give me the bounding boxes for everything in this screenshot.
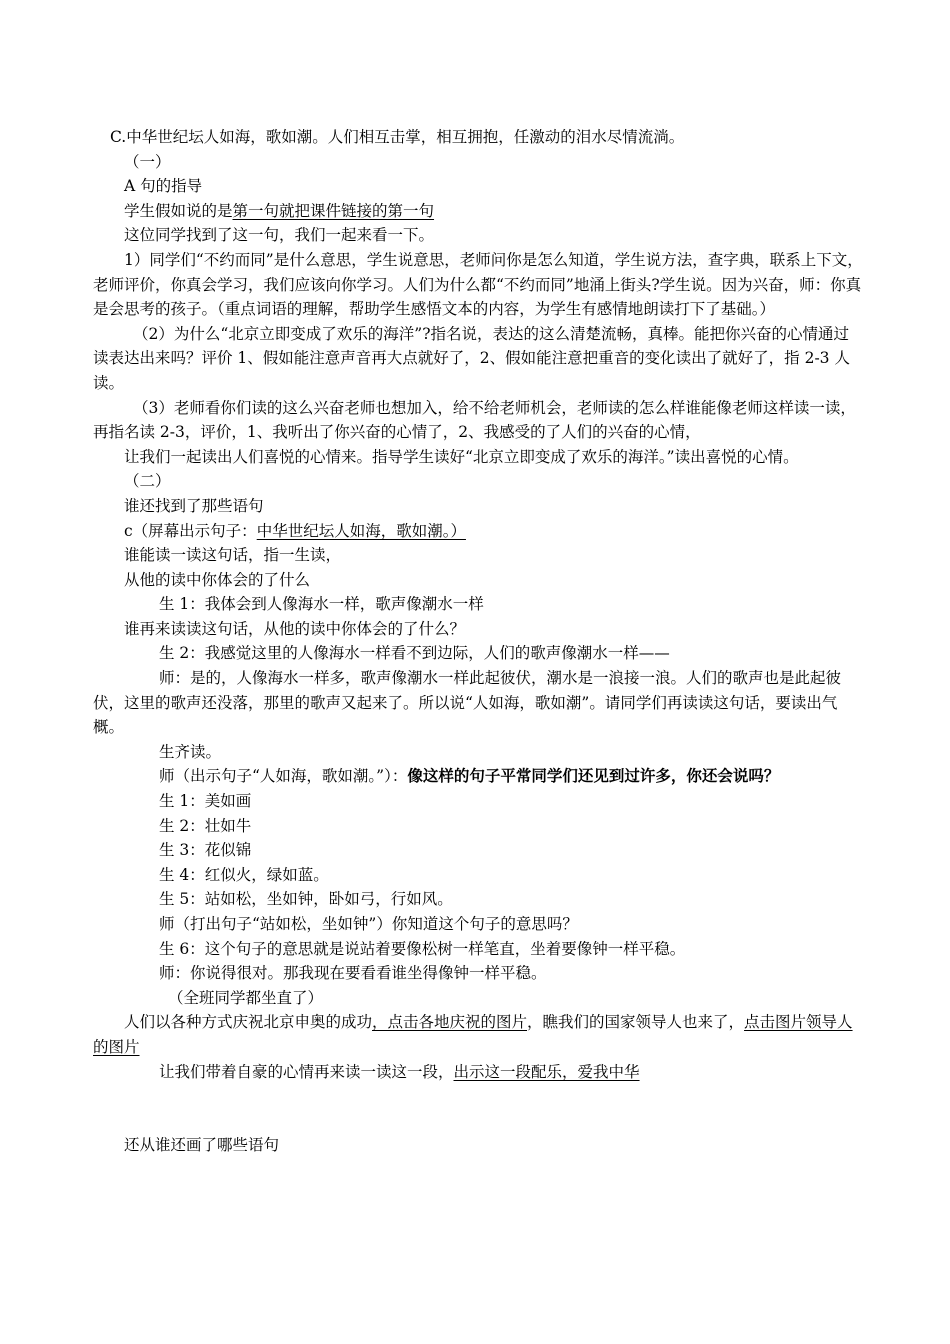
celebrate-text-a: 人们以各种方式庆祝北京申奥的成功: [124, 1013, 373, 1032]
all-read-line: 生齐读。: [159, 742, 222, 761]
blank-gap: [93, 1084, 863, 1133]
teacher2-bold-question: 像这样的句子平常同学们还见到过许多，你还会说吗？: [407, 767, 780, 786]
courseware-link-c[interactable]: 中华世纪坛人如海，歌如潮。）: [256, 521, 466, 540]
teacher-line-3: 师（打出句子“站如松，坐如钟”）你知道这个句子的意思吗？: [159, 915, 578, 933]
music-segment-link[interactable]: 出示这一段配乐，爱我中华: [453, 1062, 640, 1081]
from-read-line: 从他的读中你体会的了什么: [124, 570, 311, 589]
paragraph-3: （3）老师看你们读的这么兴奋老师也想加入，给不给老师机会，老师读的怎么样谁能像老师这样读一读，再指名读 2-3，评价，1、我听出了你兴奋的心情了，2、我感受的了人们的兴奋的心情，: [93, 398, 856, 442]
example-answer-2: 生 2：壮如牛: [159, 816, 252, 835]
example-answer-3: 生 3：花似锦: [159, 841, 252, 860]
celebrate-text-b: ，瞧我们的国家领导人也来了，: [527, 1013, 745, 1032]
proud-prefix: 让我们带着自豪的心情再来读一读这一段，: [159, 1062, 454, 1081]
student-answer-2: 生 2：我感觉这里的人像海水一样看不到边际，人们的歌声像潮水一样——: [159, 644, 670, 663]
document-body: [93, 125, 863, 1158]
student-say-prefix: 学生假如说的是: [124, 201, 233, 220]
student-say-line: [93, 199, 863, 224]
student-answer-1: 生 1：我体会到人像海水一样，歌声像潮水一样: [159, 595, 484, 614]
a-guide-heading: A 句的指导: [124, 177, 203, 196]
leaders-pictures-link[interactable]: 点击图片领导人的图片: [93, 1013, 853, 1056]
c-prefix: c（屏幕出示句子：: [124, 521, 257, 540]
who-read-line: 谁能读一读这句话，指一生读，: [124, 546, 342, 565]
section-two-label: （二）: [124, 472, 171, 491]
proud-line: [93, 1060, 863, 1085]
class-note-line: （全班同学都坐直了）: [168, 988, 324, 1007]
celebrate-paragraph: [93, 1010, 863, 1059]
paragraph-1: 1）同学们“不约而同”是什么意思，学生说意思，老师问你是怎么知道，学生说方法，查字典，联系上下文，老师评价，你真会学习，我们应该向你学习。人们为什么都“不约而同”地涌上街头?学生说。因为兴奋，师：你真是会思考的孩子。（重点词语的理解，帮助学生感悟文本的内容，为学生有感情地朗读打下了基础。）: [93, 250, 863, 319]
who-again-line: 谁再来读读这句话，从他的读中你体会的了什么？: [124, 619, 466, 638]
section-one-label: （一）: [124, 152, 171, 171]
example-answer-1: 生 1：美如画: [159, 792, 252, 811]
sentence-c-display-line: [93, 519, 863, 544]
celebrate-pictures-link[interactable]: ，点击各地庆祝的图片: [372, 1013, 528, 1032]
example-answer-6: 生 6：这个句子的意思就是说站着要像松树一样笔直，坐着要像钟一样平稳。: [159, 939, 686, 958]
who-found-line: 谁还找到了那些语句: [124, 496, 264, 515]
example-answer-4: 生 4：红似火，绿如蓝。: [159, 865, 329, 884]
closing-line: 还从谁还画了哪些语句: [124, 1136, 280, 1155]
teacher-line-2: [93, 764, 863, 789]
teacher-paragraph-1: 师：是的，人像海水一样多，歌声像潮水一样此起彼伏，潮水是一浪接一浪。人们的歌声也是此起彼伏，这里的歌声还没落，那里的歌声又起来了。所以说“人如海，歌如潮”。请同学们再读读这句话，要读出气概。: [93, 669, 842, 737]
paragraph-4: 让我们一起读出人们喜悦的心情来。指导学生读好“北京立即变成了欢乐的海洋。”读出喜悦的心情。: [124, 447, 799, 466]
paragraph-2: （2）为什么“北京立即变成了欢乐的海洋”?指名说，表达的这么清楚流畅，真棒。能把你兴奋的心情通过读表达出来吗？评价 1、假如能注意声音再大点就好了，2、假如能注意把重音的变化读出了就好了，指 2-3 人读。: [93, 324, 850, 392]
found-sentence-line: 这位同学找到了这一句，我们一起来看一下。: [124, 226, 435, 245]
courseware-link-1[interactable]: 第一句就把课件链接的第一句: [232, 201, 435, 220]
teacher-line-4: 师：你说得很对。那我现在要看看谁坐得像钟一样平稳。: [159, 964, 547, 983]
example-answer-5: 生 5：站如松，坐如钟，卧如弓，行如风。: [159, 890, 453, 909]
sentence-c: C.中华世纪坛人如海，歌如潮。人们相互击掌，相互拥抱，任激动的泪水尽情流淌。: [110, 128, 685, 146]
teacher2-prefix: 师（出示句子“人如海，歌如潮。”）：: [159, 767, 408, 786]
